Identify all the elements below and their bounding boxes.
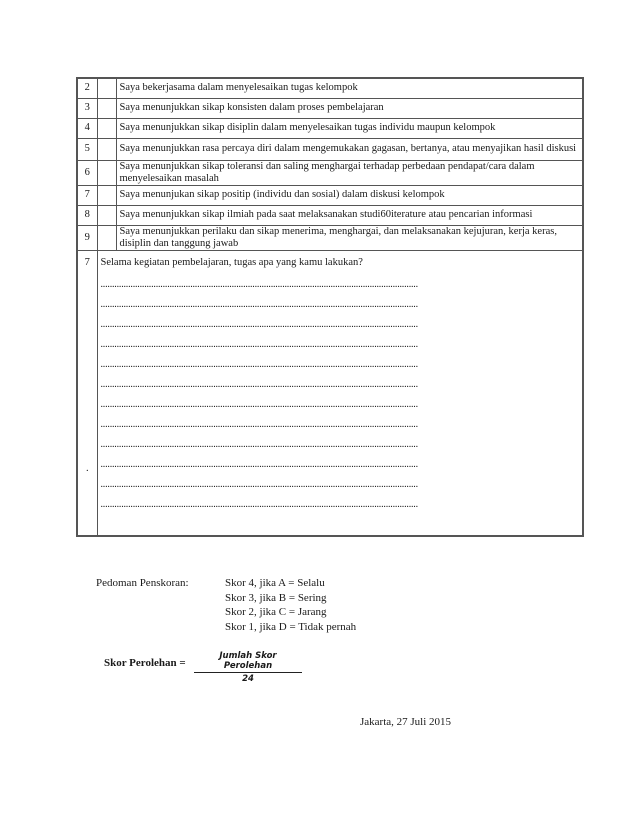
- answer-lines: [101, 275, 579, 515]
- row-statement: Saya bekerjasama dalam menyelesaikan tugas kelompok: [116, 78, 583, 98]
- question-number-suffix: .: [86, 462, 89, 474]
- answer-line[interactable]: ..........................................................................................................................................: [100, 318, 418, 330]
- table-row: [77, 138, 583, 160]
- row-statement: Saya menunjukkan perilaku dan sikap menerima, menghargai, dan melaksanakan kejujuran, kerja keras, disiplin dan tanggung jawab: [116, 225, 583, 250]
- answer-line[interactable]: ..........................................................................................................................................: [100, 278, 418, 290]
- row-spacer-cell: [97, 185, 116, 205]
- row-statement: Saya menunjukan sikap positip (individu dan sosial) dalam diskusi kelompok: [116, 185, 583, 205]
- table-row: [77, 118, 583, 138]
- row-spacer-cell: [97, 205, 116, 225]
- answer-line[interactable]: ..........................................................................................................................................: [100, 438, 418, 450]
- row-number: 3: [77, 98, 97, 118]
- place-date: Jakarta, 27 Juli 2015: [360, 716, 452, 728]
- answer-line[interactable]: ..........................................................................................................................................: [100, 338, 418, 350]
- answer-line[interactable]: ..........................................................................................................................................: [100, 498, 418, 510]
- answer-line[interactable]: ..........................................................................................................................................: [100, 378, 418, 390]
- answer-line[interactable]: ..........................................................................................................................................: [100, 298, 418, 310]
- question-number: 7: [84, 256, 90, 268]
- row-number: 6: [77, 160, 97, 185]
- question-answer-cell: [97, 250, 583, 536]
- answer-line[interactable]: ..........................................................................................................................................: [100, 358, 418, 370]
- row-spacer-cell: [97, 118, 116, 138]
- row-spacer-cell: [97, 225, 116, 250]
- row-spacer-cell: [97, 160, 116, 185]
- row-number: 4: [77, 118, 97, 138]
- table-row: [77, 98, 583, 118]
- self-assessment-table: [76, 77, 584, 537]
- score-item: Skor 4, jika A = Selalu: [225, 577, 325, 589]
- answer-line[interactable]: ..........................................................................................................................................: [100, 458, 418, 470]
- score-item: Skor 2, jika C = Jarang: [225, 606, 327, 618]
- row-spacer-cell: [97, 78, 116, 98]
- question-text: Selama kegiatan pembelajaran, tugas apa yang kamu lakukan?: [100, 256, 363, 268]
- table-row: [77, 185, 583, 205]
- row-statement: Saya menunjukkan sikap toleransi dan saling menghargai terhadap perbedaan pendapat/cara dalam menyelesaikan masalah: [116, 160, 583, 185]
- row-number: 8: [77, 205, 97, 225]
- row-spacer-cell: [97, 138, 116, 160]
- row-number: 9: [77, 225, 97, 250]
- answer-line[interactable]: ..........................................................................................................................................: [100, 478, 418, 490]
- answer-line[interactable]: ..........................................................................................................................................: [100, 418, 418, 430]
- row-spacer-cell: [97, 98, 116, 118]
- table-row: [77, 78, 583, 98]
- row-number: 2: [77, 78, 97, 98]
- score-item: Skor 1, jika D = Tidak pernah: [225, 620, 357, 633]
- row-number: 5: [77, 138, 97, 160]
- scoring-guide-scores: [225, 576, 425, 634]
- table-row: [77, 160, 583, 185]
- table-row: [77, 205, 583, 225]
- row-statement: Saya menunjukkan sikap disiplin dalam menyelesaikan tugas individu maupun kelompok: [116, 118, 583, 138]
- question-row: [77, 250, 583, 536]
- row-statement: Saya menunjukkan sikap konsisten dalam proses pembelajaran: [116, 98, 583, 118]
- score-item: Skor 3, jika B = Sering: [225, 591, 327, 604]
- table-row: [77, 225, 583, 250]
- answer-line[interactable]: ..........................................................................................................................................: [100, 398, 418, 410]
- scoring-guide-label: Pedoman Penskoran:: [96, 577, 189, 589]
- formula-denominator: 24: [242, 674, 254, 684]
- row-statement: Saya menunjukkan sikap ilmiah pada saat melaksanakan studi60iterature atau pencarian informasi: [116, 205, 583, 225]
- row-statement: Saya menunjukkan rasa percaya diri dalam mengemukakan gagasan, bertanya, atau menyajikan hasil diskusi: [116, 138, 583, 160]
- formula-numerator: Jumlah Skor Perolehan: [194, 651, 302, 673]
- question-number-cell: [77, 250, 97, 536]
- row-number: 7: [77, 185, 97, 205]
- formula-label: Skor Perolehan =: [104, 657, 186, 669]
- formula-fraction: [194, 651, 302, 684]
